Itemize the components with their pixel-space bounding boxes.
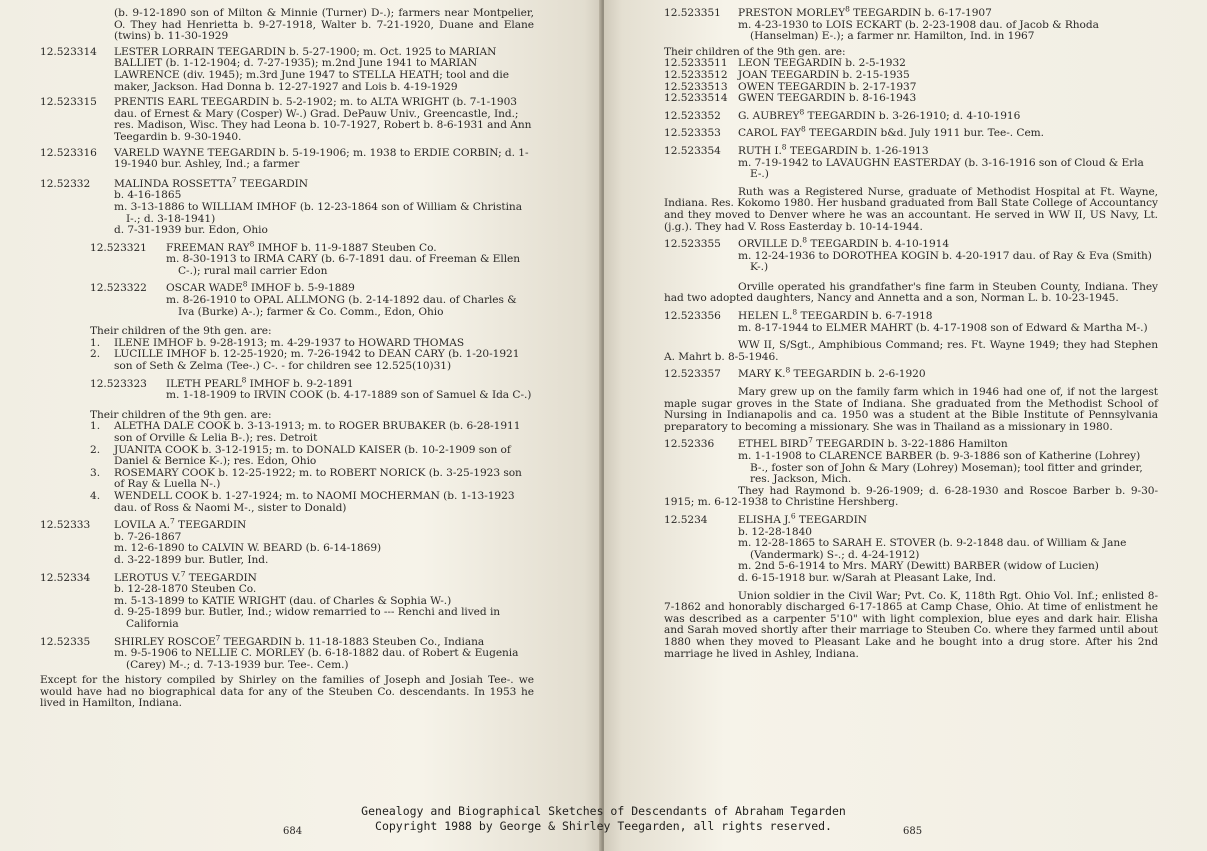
entry-number: 12.52335 [40, 635, 91, 648]
child-text: JOAN TEEGARDIN b. 2-15-1935 [738, 68, 910, 81]
entry-body [114, 97, 534, 143]
generation-number: 8 [792, 307, 798, 317]
generation-number: 8 [801, 124, 806, 134]
entry-heading-rest: TEEGARDIN b. 3-22-1886 Hamilton [812, 438, 1008, 451]
entry-number: 12.523351 [664, 7, 721, 19]
entry-line: PRENTIS EARL TEEGARDIN b. 5-2-1902; m. to ALTA WRIGHT (b. 7-1-1903 dau. of Ernest & Mary (Cosper) W-.) Grad. DePauw Univ., Greencastle, Ind.; res. Madison, Wisc. They had Leona b. 10-7-1927, Robert b. 8-6-1931 and Ann Teegardin b. 9-30-1940. [114, 96, 532, 143]
child-text: WENDELL COOK b. 1-27-1924; m. to NAOMI MOCHERMAN (b. 1-13-1923 dau. of Ross & Naomi M-., sister to Donald) [114, 489, 515, 514]
entry-line: m. 8-30-1913 to IRMA CARY (b. 6-7-1891 dau. of Freeman & Ellen C-.); rural mail carrier Edon [166, 253, 521, 277]
child-text: OWEN TEEGARDIN b. 2-17-1937 [738, 80, 917, 93]
entry [40, 47, 534, 93]
entry-number: 12.523356 [664, 310, 721, 323]
entry-number: 12.523314 [40, 45, 97, 58]
entry [40, 632, 534, 672]
child-number: 1. [90, 336, 101, 349]
entry-name: HELEN L. [738, 310, 793, 323]
entry [90, 279, 534, 318]
left-page-number: 684 [283, 826, 303, 837]
entry-line: d. 3-22-1899 bur. Butler, Ind. [114, 553, 269, 566]
generation-number: 7 [170, 516, 175, 526]
entry-heading-rest: TEEGARDIN b. 2-6-1920 [790, 368, 926, 381]
entry-body [114, 175, 534, 237]
entry-line: b. 12-28-1870 Steuben Co. [114, 583, 257, 596]
entry-name: MALINDA ROSSETTA [114, 177, 232, 190]
entry-number: 12.523353 [664, 127, 721, 140]
footer-title: Genealogy and Biographical Sketches of Descendants of Abraham Tegarden [361, 804, 846, 818]
entry-line: d. 9-25-1899 bur. Butler, Ind.; widow remarried to --- Renchi and lived in California [114, 606, 501, 630]
generation-number: 7 [808, 435, 813, 445]
entry-heading [738, 511, 1158, 527]
entry-heading [114, 516, 534, 532]
entry-number: 12.52336 [664, 438, 715, 451]
entry [664, 307, 1158, 334]
entry-line: m. 9-5-1906 to NELLIE C. MORLEY (b. 6-18-1882 dau. of Robert & Eugenia (Carey) M-.; d. 7-13-1939 bur. Tee-. Cem.) [114, 647, 519, 671]
entry-name: MARY K. [738, 368, 786, 381]
children-list [90, 410, 534, 514]
biography-paragraph: They had Raymond b. 9-26-1909; d. 6-28-1930 and Roscoe Barber b. 9-30-1915; m. 6-12-1938 to Christine Hershberg. [664, 484, 1158, 509]
child-number: 12.5233512 [664, 68, 728, 81]
left-page-text [40, 8, 534, 710]
child-item [90, 468, 534, 491]
entry-number: 12.523315 [40, 96, 97, 109]
entry-name: LOVILA A. [114, 519, 170, 532]
entry-body [738, 307, 1158, 334]
child-number: 12.5233514 [664, 92, 728, 105]
footer-copyright: Copyright 1988 by George & Shirley Teegarden, all rights reserved. [375, 819, 832, 833]
generation-number: 6 [790, 511, 796, 521]
entry-number: 12.523323 [90, 377, 147, 390]
entry-body [738, 124, 1158, 140]
entry [40, 148, 534, 171]
entry-body [166, 239, 534, 278]
entry-line: m. 8-26-1910 to OPAL ALLMONG (b. 2-14-1892 dau. of Charles & Iva (Burke) A-.); farmer & Co. Comm., Edon, Ohio [166, 294, 517, 318]
child-item [90, 491, 534, 514]
children-list [90, 326, 534, 372]
entry [664, 107, 1158, 123]
entry [664, 4, 1158, 43]
generation-number: 8 [785, 365, 791, 375]
entry-heading-rest: IMHOF b. 5-9-1889 [247, 282, 355, 295]
entry-line: (b. 9-12-1890 son of Milton & Minnie (Turner) D-.); farmers near Montpelier, O. They had Henrietta b. 9-27-1918, Walter b. 7-21-1920, Duane and Elane (twins) b. 11-30-1929 [114, 7, 534, 43]
child-item [90, 349, 534, 372]
generation-number: 8 [845, 4, 850, 14]
entry-line: m. 1-18-1909 to IRVIN COOK (b. 4-17-1889 son of Samuel & Ida C-.) [166, 389, 532, 402]
biography-paragraph: Union soldier in the Civil War; Pvt. Co. K, 118th Rgt. Ohio Vol. Inf.; enlisted 8-7-1862 and honorably discharged 6-17-1865 at Camp Chase, Ohio. At time of enlistment he was described as a carpenter 5'10" with light complexion, blue eyes and dark hair. Elisha and Sarah moved shortly after their marriage to Steuben Co. where they farmed until about 1880 when they moved to Pleasant Lake and he bought into a drug store. After his 2nd marriage he lived in Ashley, Indiana. [664, 589, 1158, 660]
entry-line: m. 1-1-1908 to CLARENCE BARBER (b. 9-3-1886 son of Katherine (Lohrey) B-., foster son of John & Mary (Lohrey) Moseman); tool fitter and grinder, res. Jackson, Mich. [738, 450, 1143, 486]
children-list-title: Their children of the 9th gen. are: [90, 325, 272, 338]
entry-body [738, 107, 1158, 123]
child-item [90, 421, 534, 444]
entry-heading-rest: TEEGARDIN b. 3-26-1910; d. 4-10-1916 [804, 109, 1021, 122]
entry-name: G. AUBREY [738, 109, 800, 122]
left-page [0, 0, 603, 851]
entry-body [114, 632, 534, 672]
entry-line: m. 8-17-1944 to ELMER MAHRT (b. 4-17-1908 son of Edward & Martha M-.) [738, 321, 1148, 334]
child-text: GWEN TEEGARDIN b. 8-16-1943 [738, 92, 917, 105]
entry-heading-rest: TEEGARDIN b. 4-10-1914 [807, 238, 950, 251]
entry-name: PRESTON MORLEY [738, 7, 846, 19]
entry-number: 12.52334 [40, 571, 91, 584]
entry-body [114, 569, 534, 631]
entry-name: ORVILLE D. [738, 238, 803, 251]
generation-number: 8 [242, 279, 248, 289]
child-item [664, 70, 1158, 82]
entry-line: b. 4-16-1865 [114, 189, 182, 202]
generation-number: 7 [180, 569, 186, 578]
entry [664, 365, 1158, 381]
entry-body [738, 235, 1158, 274]
child-number: 3. [90, 466, 101, 479]
entry-line: m. 12-28-1865 to SARAH E. STOVER (b. 9-2-1848 dau. of William & Jane (Vandermark) S-.; d. 4-24-1912) [738, 537, 1127, 561]
entry-heading-rest: TEEGARDIN b. 6-7-1918 [797, 310, 933, 323]
entry-body [166, 279, 534, 318]
entry-heading [738, 107, 1158, 123]
child-text: LEON TEEGARDIN b. 2-5-1932 [738, 57, 906, 70]
entry-body [738, 511, 1158, 585]
generation-number: 8 [799, 107, 805, 117]
entry-number: 12.523322 [90, 282, 147, 295]
entry-body [738, 365, 1158, 381]
generation-number: 8 [781, 142, 787, 152]
entry-heading-rest: TEEGARDIN [185, 571, 257, 584]
biography-paragraph: Ruth was a Registered Nurse, graduate of Methodist Hospital at Ft. Wayne, Indiana. Res. Kokomo 1980. Her husband graduated from Ball State College of Accountancy and they moved to Denver where he was an accountant. He served in WW II, US Navy, Lt. (j.g.). They had V. Ross Easterday b. 10-14-1944. [664, 185, 1158, 233]
child-text: ILENE IMHOF b. 9-28-1913; m. 4-29-1937 to HOWARD THOMAS [114, 336, 465, 349]
child-number: 2. [90, 443, 101, 456]
entry [664, 124, 1158, 140]
entry-body [738, 435, 1158, 486]
entry-line: b. 7-26-1867 [114, 530, 182, 543]
entry-line: m. 7-19-1942 to LAVAUGHN EASTERDAY (b. 3-16-1916 son of Cloud & Erla E-.) [738, 156, 1144, 181]
entry-line: m. 12-6-1890 to CALVIN W. BEARD (b. 6-14-1869) [114, 542, 382, 555]
child-text: ROSEMARY COOK b. 12-25-1922; m. to ROBERT NORICK (b. 3-25-1923 son of Ray & Luella N-.) [114, 466, 522, 491]
entry-line: LESTER LORRAIN TEEGARDIN b. 5-27-1900; m. Oct. 1925 to MARIAN BALLIET (b. 1-12-1904; d. 7-27-1935); m.2nd June 1941 to MARIAN LAWRENCE (div. 1945); m.3rd June 1947 to STELLA HEATH; tool and die maker, Jackson. Had Donna b. 12-27-1927 and Lois b. 4-19-1929 [114, 45, 509, 93]
entry-heading [738, 365, 1158, 381]
entry-line: VARELD WAYNE TEEGARDIN b. 5-19-1906; m. 1938 to ERDIE CORBIN; d. 1-19-1940 bur. Ashley, Ind.; a farmer [114, 146, 529, 171]
biography-paragraph: Except for the history compiled by Shirley on the families of Joseph and Josiah Tee-. we would have had no biographical data for any of the Steuben Co. descendants. In 1953 he lived in Hamilton, Indiana. [40, 674, 534, 710]
entry-heading-rest: IMHOF b. 9-2-1891 [246, 377, 354, 390]
child-number: 1. [90, 420, 101, 433]
entry-name: ELISHA J. [738, 513, 791, 526]
entry [90, 239, 534, 278]
entry-number: 12.523316 [40, 146, 97, 159]
entry-body [114, 47, 534, 93]
entry-number: 12.523355 [664, 238, 721, 251]
entry-heading [738, 307, 1158, 323]
children-list-title: Their children of the 9th gen. are: [90, 408, 272, 421]
generation-number: 8 [802, 235, 808, 245]
entry-heading [738, 124, 1158, 140]
children-list [664, 47, 1158, 105]
entry-heading [738, 235, 1158, 251]
entry-heading [738, 142, 1158, 158]
generation-number: 8 [241, 375, 247, 385]
child-number: 12.5233511 [664, 57, 728, 70]
entry-name: OSCAR WADE [166, 282, 243, 295]
entry-name: FREEMAN RAY [166, 241, 250, 254]
child-text: ALETHA DALE COOK b. 3-13-1913; m. to ROGER BRUBAKER (b. 6-28-1911 son of Orville & Lelia B-.); res. Detroit [114, 420, 521, 444]
entry [40, 175, 534, 237]
entry-heading-rest: TEEGARDIN [236, 177, 308, 190]
entry-heading-rest: IMHOF b. 11-9-1887 Steuben Co. [254, 241, 437, 254]
biography-paragraph: Mary grew up on the family farm which in 1946 had one of, if not the largest maple sugar groves in the State of Indiana. She graduated from the Methodist School of Nursing in Indianapolis and ca. 1950 was a student at the Bible Institute of Pennsylvania preparatory to becoming a missionary. She was in Thailand as a missionary in 1980. [664, 386, 1158, 433]
entry-body [738, 142, 1158, 181]
entry [664, 235, 1158, 274]
entry-body [114, 148, 534, 171]
child-text: JUANITA COOK b. 3-12-1915; m. to DONALD KAISER (b. 10-2-1909 son of Daniel & Bernice K-.); res. Edon, Ohio [114, 443, 511, 468]
entry-heading-rest: TEEGARDIN b. 11-18-1883 Steuben Co., Indiana [220, 635, 485, 648]
generation-number: 7 [231, 175, 237, 185]
child-text: LUCILLE IMHOF b. 12-25-1920; m. 7-26-1942 to DEAN CARY (b. 1-20-1921 son of Seth & Zelma (Tee-.) C-. - for children see 12.525(10)31) [114, 348, 520, 373]
right-page-number: 685 [903, 826, 923, 837]
entry-line: d. 6-15-1918 bur. w/Sarah at Pleasant Lake, Ind. [738, 571, 997, 584]
entry [40, 516, 534, 566]
biography-paragraph: WW II, S/Sgt., Amphibious Command; res. Ft. Wayne 1949; they had Stephen A. Mahrt b. 8-5-1946. [664, 339, 1158, 363]
entry-line: m. 2nd 5-6-1914 to Mrs. MARY (Dewitt) BARBER (widow of Lucien) [738, 560, 1099, 573]
entry-line: b. 12-28-1840 [738, 525, 812, 538]
entry-line: m. 5-13-1899 to KATIE WRIGHT (dau. of Charles & Sophia W-.) [114, 594, 452, 607]
entry [40, 569, 534, 631]
entry-name: CAROL FAY [738, 127, 802, 140]
entry [90, 375, 534, 402]
entry-body [114, 516, 534, 566]
entry-number: 12.52333 [40, 519, 91, 532]
entry-line: m. 12-24-1936 to DOROTHEA KOGIN b. 4-20-1917 dau. of Ray & Eva (Smith) K-.) [738, 249, 1152, 274]
entry-number: 12.523321 [90, 241, 147, 254]
entry [664, 435, 1158, 486]
entry-body [166, 375, 534, 402]
entry [664, 142, 1158, 181]
entry [664, 511, 1158, 585]
right-page [604, 0, 1207, 851]
entry-line: m. 4-23-1930 to LOIS ECKART (b. 2-23-1908 dau. of Jacob & Rhoda (Hanselman) E-.); a farmer nr. Hamilton, Ind. in 1967 [738, 18, 1099, 43]
entry-heading-rest: TEEGARDIN b&d. July 1911 bur. Tee-. Cem. [805, 127, 1044, 140]
entry-number: 12.5234 [664, 513, 708, 526]
generation-number: 8 [249, 239, 255, 249]
child-number: 4. [90, 489, 101, 502]
entry-body [738, 4, 1158, 43]
entry-heading-rest: TEEGARDIN [174, 519, 247, 532]
biography-paragraph: Orville operated his grandfather's fine farm in Steuben County, Indiana. They had two adopted daughters, Nancy and Annetta and a son, Norman L. b. 10-23-1945. [664, 280, 1158, 305]
entry-heading-rest: TEEGARDIN b. 1-26-1913 [786, 144, 929, 157]
entry-number: 12.523357 [664, 368, 721, 381]
child-number: 2. [90, 348, 101, 361]
entry-name: ILETH PEARL [166, 377, 242, 390]
entry-heading [738, 4, 1158, 20]
child-item [90, 445, 534, 468]
entry-heading-rest: TEEGARDIN b. 6-17-1907 [849, 7, 992, 19]
entry-number: 12.523352 [664, 109, 721, 122]
child-item [664, 93, 1158, 105]
continued-entry [40, 8, 534, 43]
right-page-text [664, 4, 1158, 660]
entry-line: m. 3-13-1886 to WILLIAM IMHOF (b. 12-23-1864 son of William & Christina I-.; d. 3-18-1941) [114, 200, 522, 225]
generation-number: 7 [215, 632, 221, 642]
entry-name: RUTH I. [738, 144, 782, 157]
child-number: 12.5233513 [664, 80, 728, 93]
entry-number: 12.52332 [40, 177, 91, 190]
entry [40, 97, 534, 143]
entry-name: LEROTUS V. [114, 571, 181, 584]
entry-number: 12.523354 [664, 144, 721, 157]
children-list-title: Their children of the 9th gen. are: [664, 45, 846, 58]
entry-name: ETHEL BIRD [738, 438, 809, 451]
entry-name: SHIRLEY ROSCOE [114, 635, 216, 648]
entry-line: d. 7-31-1939 bur. Edon, Ohio [114, 224, 268, 237]
entry-heading-rest: TEEGARDIN [795, 513, 867, 526]
